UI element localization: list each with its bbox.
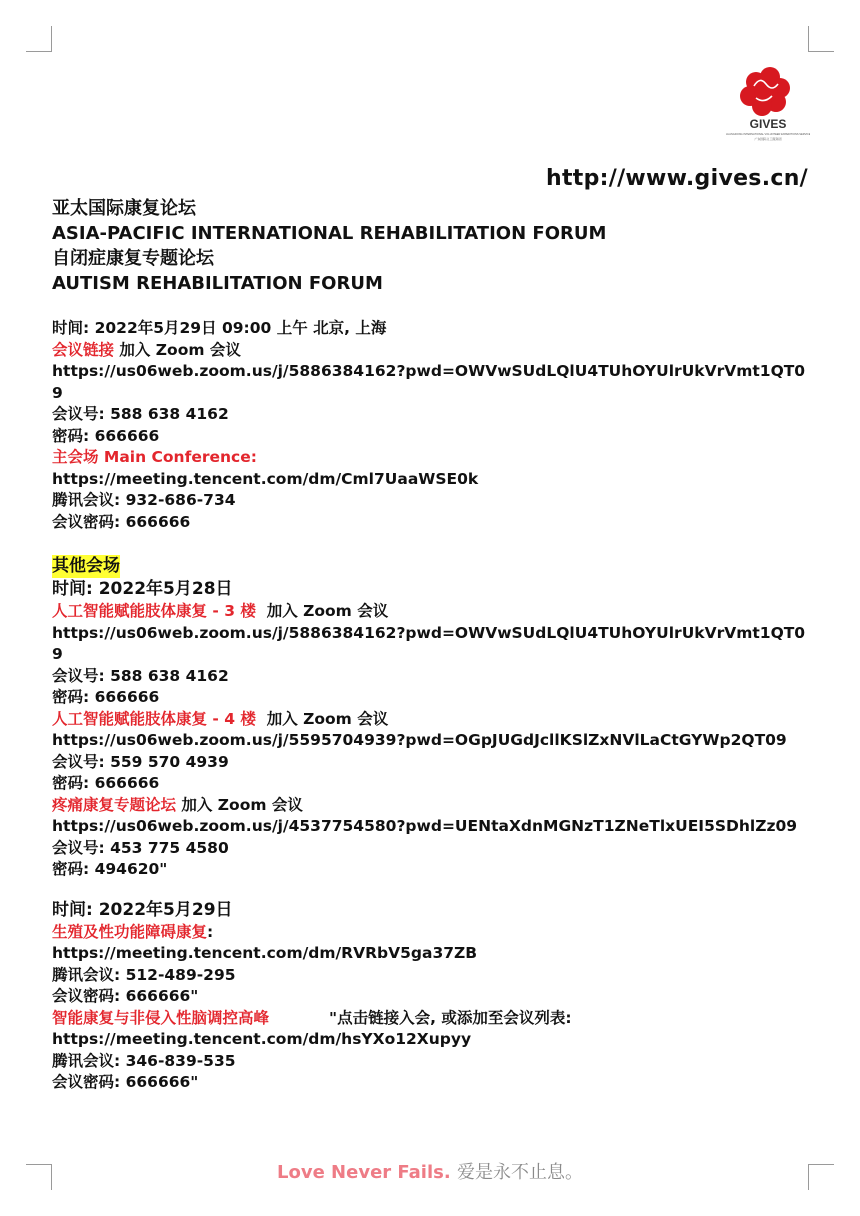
slogan-en: Love Never Fails. [277, 1162, 451, 1183]
crop-mark-top-left-h [26, 51, 52, 52]
day2-session2-row [52, 1008, 832, 1030]
slogan-cn: 爱是永不止息。 [456, 1162, 583, 1183]
day1-session2-id: 会议号: 559 570 4939 [52, 752, 229, 771]
day2-session2-id: 腾讯会议: 346-839-535 [52, 1051, 236, 1070]
main-link-label: 会议链接 [52, 340, 115, 359]
day1-session2-url[interactable]: https://us06web.zoom.us/j/5595704939?pwd=OGpJUGdJcllKSlZxNVlLaCtGYWp2QT09 [52, 731, 787, 749]
crop-mark-top-right-v [808, 26, 809, 52]
day1-session3-url[interactable]: https://us06web.zoom.us/j/4537754580?pwd=UENtaXdnMGNzT1ZNeTlxUEI5SDhlZz09 [52, 817, 798, 835]
logo-subtext-cn: 广东国际义工服务团 [754, 137, 782, 141]
day1-session3-id: 会议号: 453 775 4580 [52, 838, 229, 857]
day1-session3-suffix: 加入 Zoom 会议 [176, 795, 303, 814]
day1-session1-url-cont[interactable]: 9 [52, 645, 63, 663]
day1-session2-password: 密码: 666666 [52, 774, 160, 792]
day2-session1-url[interactable]: https://meeting.tencent.com/dm/RVRbV5ga37ZB [52, 944, 478, 962]
other-venues-heading: 其他会场 [52, 556, 120, 576]
logo-text: GIVES [749, 117, 787, 131]
title-forum-cn: 亚太国际康复论坛 [52, 198, 196, 219]
day1-session1-url[interactable]: https://us06web.zoom.us/j/5886384162?pwd=OWVwSUdLQlU4TUhOYUlrUkVrVmt1QT0 [52, 623, 806, 642]
day1-session1-id: 会议号: 588 638 4162 [52, 666, 229, 685]
logo-subtext: GUANGDONG INTERNATIONAL VOLUNTEER EXPEDITIONS SERVICE [726, 133, 810, 136]
day2-session1-row [52, 922, 832, 944]
day1-session1-suffix: 加入 Zoom 会议 [255, 602, 389, 620]
day1-session1-label: 人工智能赋能肢体康复 - 3 楼 [52, 602, 256, 620]
day2-session1-label: 生殖及性功能障碍康复 [52, 922, 208, 941]
main-link-row [52, 340, 832, 362]
day1-date: 时间: 2022年5月28日 [52, 579, 233, 599]
day2-session2-label: 智能康复与非侵入性脑调控高峰 [52, 1008, 270, 1027]
day2-session2-url[interactable]: https://meeting.tencent.com/dm/hsYXo12Xupyy [52, 1030, 472, 1048]
main-tencent-password: 会议密码: 666666 [52, 512, 191, 531]
main-zoom-url[interactable]: https://us06web.zoom.us/j/5886384162?pwd=OWVwSUdLQlU4TUhOYUlrUkVrVmt1QT0 [52, 362, 806, 380]
title-autism-en: AUTISM REHABILITATION FORUM [52, 273, 383, 294]
day2-session1-id: 腾讯会议: 512-489-295 [52, 965, 236, 984]
day1-session3-label: 疼痛康复专题论坛 [52, 795, 177, 814]
day2-session1-password: 会议密码: 666666" [52, 987, 199, 1005]
day1-session3-row [52, 795, 832, 817]
day2-session2-suffix: "点击链接入会, 或添加至会议列表: [329, 1008, 572, 1027]
main-meeting-id: 会议号: 588 638 4162 [52, 405, 229, 423]
main-tencent-url[interactable]: https://meeting.tencent.com/dm/Cml7UaaWSE0k [52, 469, 479, 488]
day1-session2-row [52, 709, 832, 731]
crop-mark-top-left-v [51, 26, 52, 52]
day1-session2-suffix: 加入 Zoom 会议 [255, 709, 389, 728]
document-body [52, 196, 832, 1094]
main-password: 密码: 666666 [52, 426, 160, 445]
day1-session1-row [52, 601, 832, 623]
day1-session3-password: 密码: 494620" [52, 860, 168, 878]
title-autism-cn: 自闭症康复专题论坛 [52, 248, 214, 269]
day2-date: 时间: 2022年5月29日 [52, 899, 233, 920]
day1-session2-label: 人工智能赋能肢体康复 - 4 楼 [52, 709, 256, 728]
website-link[interactable]: http://www.gives.cn/ [546, 166, 808, 191]
main-conference-label: 主会场 Main Conference: [52, 448, 257, 466]
footer-slogan [0, 1158, 860, 1184]
day1-session1-password: 密码: 666666 [52, 688, 160, 706]
main-zoom-url-cont[interactable]: 9 [52, 383, 63, 402]
day2-session2-password: 会议密码: 666666" [52, 1073, 199, 1091]
crop-mark-top-right-h [808, 51, 834, 52]
main-tencent-id: 腾讯会议: 932-686-734 [52, 491, 236, 509]
main-time: 时间: 2022年5月29日 09:00 上午 北京, 上海 [52, 319, 387, 337]
title-forum-en: ASIA-PACIFIC INTERNATIONAL REHABILITATION FORUM [52, 223, 607, 244]
main-link-suffix: 加入 Zoom 会议 [114, 340, 241, 359]
day2-session1-suffix: : [207, 922, 214, 941]
gives-logo [726, 66, 810, 142]
